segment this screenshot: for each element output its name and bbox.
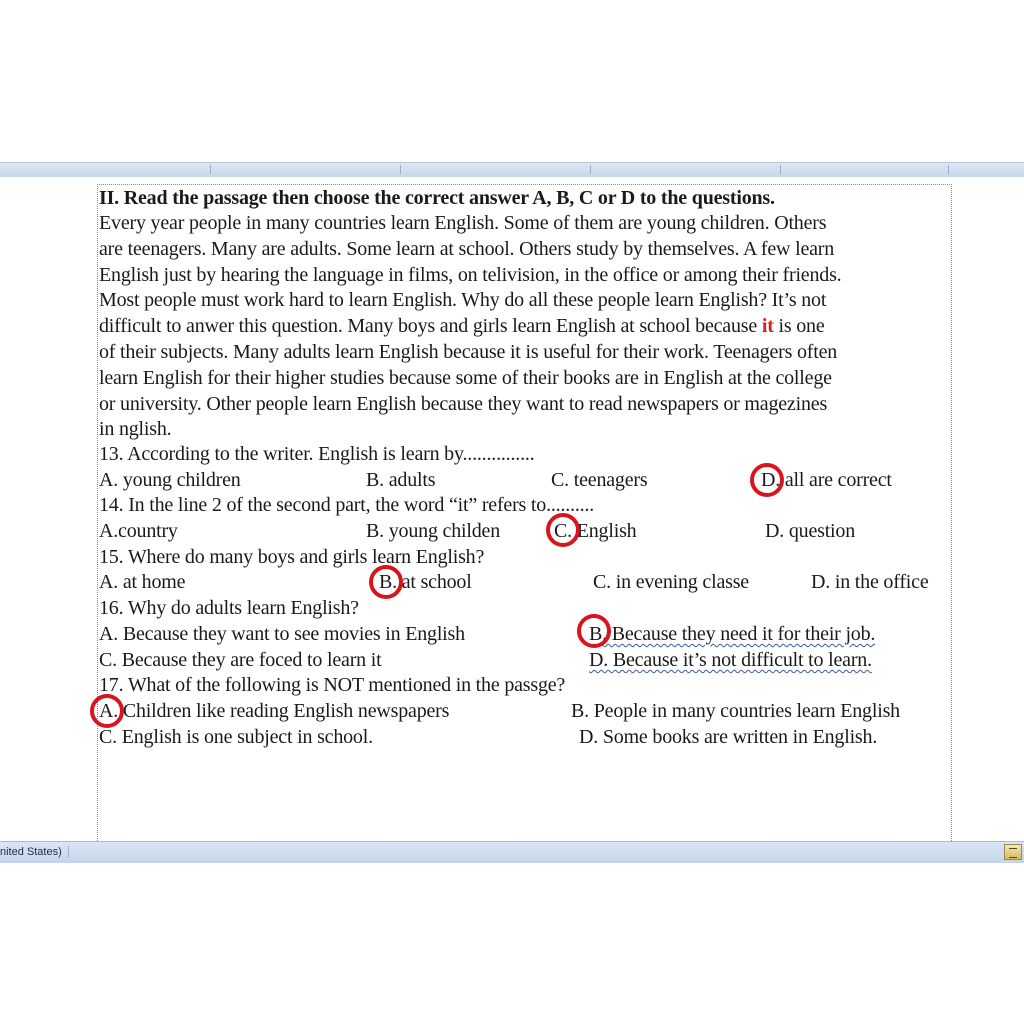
option-13-d: D. all are correct (761, 469, 892, 491)
option-13-b: B. adults (366, 469, 436, 491)
question-16: 16. Why do adults learn English? (99, 597, 359, 619)
option-17-b: B. People in many countries learn English (571, 700, 900, 722)
passage-line: in nglish. (99, 418, 172, 440)
horizontal-ruler[interactable] (0, 162, 1024, 178)
option-17-d: D. Some books are written in English. (579, 726, 878, 748)
passage-line: Every year people in many countries learn English. Some of them are young children. Others (99, 212, 827, 234)
answer-circle-15 (369, 565, 403, 599)
option-17-c: C. English is one subject in school. (99, 726, 373, 748)
passage-line: are teenagers. Many are adults. Some learn at school. Others study by themselves. A few learn (99, 238, 835, 260)
option-15-d: D. in the office (811, 571, 929, 593)
option-15-b: B. at school (379, 571, 472, 593)
option-14-a: A.country (99, 520, 178, 542)
option-16-b: B. Because they need it for their job. (589, 623, 876, 645)
option-16-d: D. Because it’s not difficult to learn. (589, 649, 872, 671)
ruler-tick (210, 165, 211, 174)
passage-line: of their subjects. Many adults learn English because it is useful for their work. Teenagers often (99, 341, 838, 363)
passage-text: is one (773, 315, 825, 337)
answer-circle-16 (577, 614, 611, 648)
option-17-a: A. Children like reading English newspapers (99, 700, 450, 722)
question-13: 13. According to the writer. English is learn by............... (99, 443, 535, 465)
print-layout-view-icon[interactable] (1004, 844, 1022, 860)
highlighted-word: it (761, 315, 774, 337)
option-14-b: B. young childen (366, 520, 501, 542)
option-16-a: A. Because they want to see movies in English (99, 623, 465, 645)
ruler-tick (590, 165, 591, 174)
section-heading: II. Read the passage then choose the correct answer A, B, C or D to the questions. (99, 187, 775, 209)
ruler-tick (948, 165, 949, 174)
question-15: 15. Where do many boys and girls learn English? (99, 546, 485, 568)
answer-circle-17 (90, 694, 124, 728)
option-16-c: C. Because they are foced to learn it (99, 649, 382, 671)
option-15-a: A. at home (99, 571, 186, 593)
answer-circle-13 (750, 463, 784, 497)
ruler-tick (780, 165, 781, 174)
passage-line: Most people must work hard to learn English. Why do all these people learn English? It’s not (99, 289, 827, 311)
answer-circle-14 (546, 513, 580, 547)
passage-text: difficult to anwer this question. Many boys and girls learn English at school because (99, 315, 762, 337)
question-14: 14. In the line 2 of the second part, the word “it” refers to.......... (99, 494, 595, 516)
option-13-c: C. teenagers (551, 469, 648, 491)
option-13-a: A. young children (99, 469, 241, 491)
question-17: 17. What of the following is NOT mentioned in the passge? (99, 674, 566, 696)
option-15-c: C. in evening classe (593, 571, 749, 593)
language-indicator[interactable]: nited States) (0, 846, 69, 858)
status-bar (0, 841, 1024, 863)
passage-line: or university. Other people learn English because they want to read newspapers or magezines (99, 393, 828, 415)
option-14-c: C. English (554, 520, 637, 542)
ruler-tick (400, 165, 401, 174)
passage-line: learn English for their higher studies because some of their books are in English at the college (99, 367, 832, 389)
passage-line: English just by hearing the language in films, on telivision, in the office or among their friends. (99, 264, 842, 286)
passage-line (99, 314, 825, 338)
option-14-d: D. question (765, 520, 856, 542)
